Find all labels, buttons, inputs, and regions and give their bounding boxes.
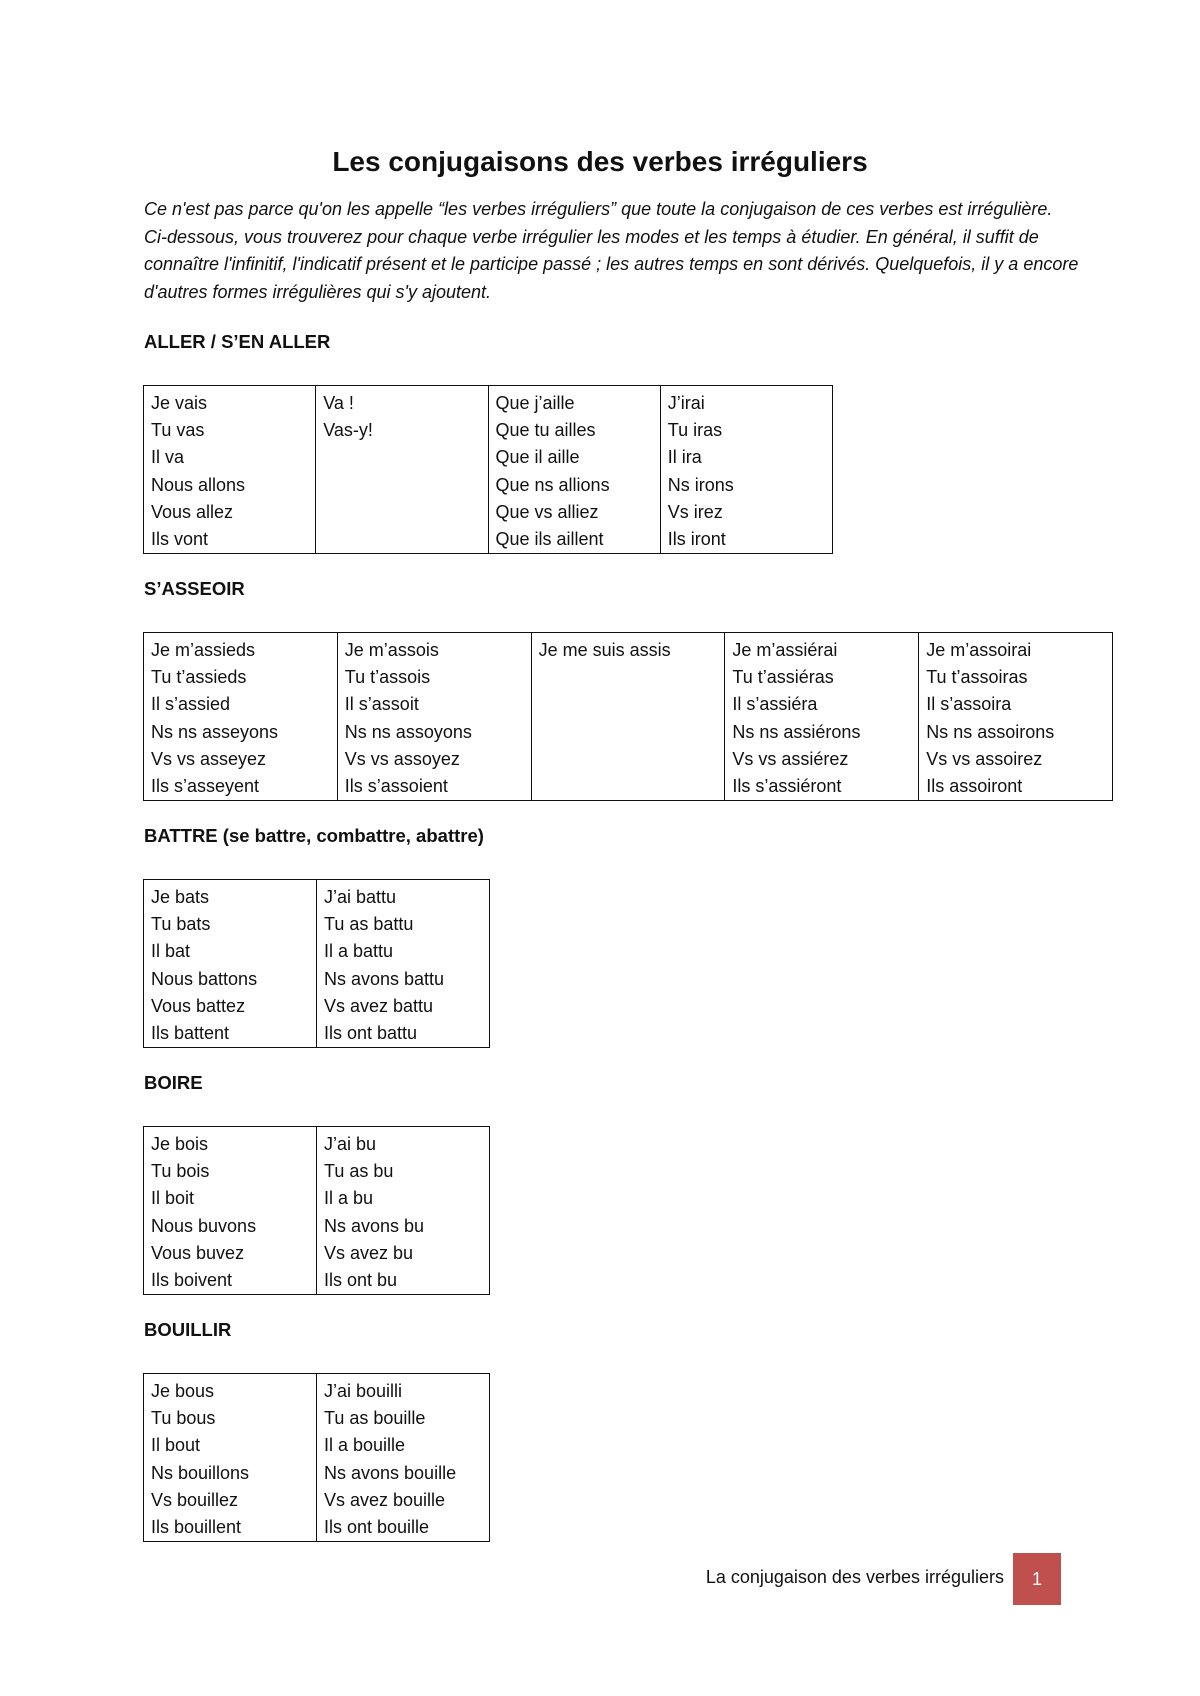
section-heading-battre: BATTRE (se battre, combattre, abattre)	[144, 825, 484, 846]
table-row	[144, 1127, 490, 1295]
table-cell	[317, 1127, 490, 1295]
conjugation-form: Tu t’assieds	[151, 667, 247, 688]
conjugation-table-boire	[143, 1126, 490, 1295]
conjugation-form: Tu as bouille	[324, 1408, 426, 1429]
conjugation-form: Il boit	[151, 1188, 195, 1209]
conjugation-form: Que ns allions	[495, 474, 610, 495]
conjugation-form: Ils bouillent	[151, 1517, 242, 1538]
table-row	[144, 1374, 490, 1542]
conjugation-form: Il bat	[151, 941, 191, 962]
conjugation-form: Que j’aille	[495, 393, 575, 413]
intro-paragraph: Ce n'est pas parce qu'on les appelle “les verbes irréguliers” que toute la conjugaison de ces verbes est irrégulière. Ci-dessous, vous trouverez pour chaque verbe irrégulier les modes et les temps à étudier. En général, il suffit de connaître l'infinitif, l'indicatif présent et le participe passé ; les autres temps en sont dérivés. Quelquefois, il y a encore d'autres formes irrégulières qui s'y ajoutent.	[144, 199, 1079, 302]
conjugation-table-sasseoir	[143, 632, 1113, 801]
conjugation-form: Vs avez bouille	[324, 1489, 446, 1510]
conjugation-form: Je bats	[151, 887, 210, 907]
conjugation-form: Tu bous	[151, 1408, 216, 1429]
conjugation-form: Que ils aillent	[495, 529, 604, 550]
conjugation-form: Vas-y!	[323, 420, 373, 441]
conjugation-table-aller	[143, 385, 833, 554]
conjugation-form: Vs vs asseyez	[151, 748, 267, 769]
conjugation-form: Nous allons	[151, 474, 246, 495]
conjugation-form: Je m’assiérai	[732, 640, 838, 660]
table-cell	[144, 386, 316, 554]
conjugation-form: Il bout	[151, 1435, 201, 1456]
conjugation-form: Que vs alliez	[495, 501, 599, 522]
table-cell	[316, 386, 488, 554]
conjugation-form: Tu bois	[151, 1161, 210, 1182]
conjugation-form: Il s’assied	[151, 694, 231, 715]
conjugation-form: Ils s’assoient	[344, 776, 448, 797]
table-row	[144, 633, 1113, 801]
conjugation-form: Ils s’asseyent	[151, 776, 260, 797]
table-cell	[660, 386, 832, 554]
conjugation-form: Je bous	[151, 1381, 215, 1401]
conjugation-form: Ils assoiront	[926, 776, 1023, 797]
conjugation-form: Vs vs assoyez	[344, 748, 460, 769]
conjugation-form: Ns avons bouille	[324, 1462, 457, 1483]
conjugation-form: Ils ont battu	[324, 1023, 418, 1044]
conjugation-form: Il s’assoit	[344, 694, 419, 715]
conjugation-table-battre	[143, 879, 490, 1048]
table-cell	[317, 1374, 490, 1542]
conjugation-form: Je vais	[151, 393, 208, 413]
conjugation-form: Vs avez bu	[324, 1242, 414, 1263]
conjugation-form: Nous buvons	[151, 1215, 257, 1236]
table-row	[144, 386, 833, 554]
conjugation-form: Tu t’assoiras	[926, 667, 1028, 688]
conjugation-form: Je me suis assis	[538, 640, 671, 660]
conjugation-form: Vous battez	[151, 995, 246, 1016]
conjugation-form: Il a bouille	[324, 1435, 406, 1456]
table-row	[144, 880, 490, 1048]
conjugation-form: Vs vs assoirez	[926, 748, 1043, 769]
conjugation-form: Vs bouillez	[151, 1489, 239, 1510]
conjugation-form: Ns ns assoyons	[344, 721, 472, 742]
table-cell	[144, 1127, 317, 1295]
conjugation-form: Tu iras	[667, 420, 723, 441]
conjugation-form: Tu bats	[151, 914, 211, 935]
conjugation-form: Ns bouillons	[151, 1462, 250, 1483]
conjugation-form: Je m’assieds	[151, 640, 256, 660]
conjugation-form: Ns ns asseyons	[151, 721, 279, 742]
conjugation-table-bouillir	[143, 1373, 490, 1542]
conjugation-form: Vous buvez	[151, 1242, 245, 1263]
footer-text: La conjugaison des verbes irréguliers	[705, 1567, 1004, 1587]
conjugation-form: Tu t’assois	[344, 667, 431, 688]
conjugation-form: Il s’assoira	[926, 694, 1012, 715]
conjugation-form: J’ai bu	[324, 1134, 377, 1154]
conjugation-form: Vs avez battu	[324, 995, 434, 1016]
page-number: 1	[1031, 1568, 1042, 1589]
conjugation-form: Tu as battu	[324, 914, 414, 935]
conjugation-form: Vs irez	[667, 501, 723, 522]
table-cell	[144, 880, 317, 1048]
conjugation-form: Ils vont	[151, 529, 209, 550]
conjugation-form: Que tu ailles	[495, 420, 596, 441]
conjugation-form: Ils ont bu	[324, 1270, 398, 1291]
table-cell	[725, 633, 919, 801]
table-cell	[337, 633, 531, 801]
table-cell	[488, 386, 660, 554]
conjugation-form: Je m’assoirai	[926, 640, 1032, 660]
conjugation-form: Va !	[323, 393, 354, 413]
section-heading-sasseoir: S’ASSEOIR	[144, 578, 245, 599]
section-heading-aller: ALLER / S’EN ALLER	[144, 331, 331, 352]
section-heading-bouillir: BOUILLIR	[144, 1319, 232, 1340]
conjugation-form: J’irai	[667, 393, 705, 413]
conjugation-form: Nous battons	[151, 968, 258, 989]
conjugation-form: Tu vas	[151, 420, 205, 441]
conjugation-form: Il ira	[667, 447, 702, 468]
conjugation-form: Il a battu	[324, 941, 394, 962]
conjugation-form: Ns avons bu	[324, 1215, 425, 1236]
conjugation-form: Ils ont bouille	[324, 1517, 430, 1538]
table-cell	[919, 633, 1113, 801]
conjugation-form: Je m’assois	[344, 640, 439, 660]
conjugation-form: Ns irons	[667, 474, 734, 495]
conjugation-form: J’ai bouilli	[324, 1381, 403, 1401]
conjugation-form: Ns ns assiérons	[732, 721, 861, 742]
conjugation-form: Je bois	[151, 1134, 209, 1154]
conjugation-form: Il s’assiéra	[732, 694, 818, 715]
table-cell	[144, 1374, 317, 1542]
table-cell	[317, 880, 490, 1048]
conjugation-form: Tu t’assiéras	[732, 667, 834, 688]
conjugation-form: Que il aille	[495, 447, 580, 468]
conjugation-form: Vs vs assiérez	[732, 748, 849, 769]
conjugation-form: Ils iront	[667, 529, 726, 550]
document-title: Les conjugaisons des verbes irréguliers	[332, 146, 868, 177]
conjugation-form: Ils battent	[151, 1023, 230, 1044]
page-number-badge	[1013, 1553, 1061, 1605]
conjugation-form: J’ai battu	[324, 887, 397, 907]
conjugation-form: Ils boivent	[151, 1270, 233, 1291]
conjugation-form: Il a bu	[324, 1188, 374, 1209]
conjugation-form: Vous allez	[151, 501, 234, 522]
conjugation-form: Il va	[151, 447, 185, 468]
table-cell	[144, 633, 338, 801]
section-heading-boire: BOIRE	[144, 1072, 203, 1093]
conjugation-form: Tu as bu	[324, 1161, 394, 1182]
conjugation-form: Ils s’assiéront	[732, 776, 842, 797]
conjugation-form: Ns ns assoirons	[926, 721, 1055, 742]
table-cell	[531, 633, 725, 801]
conjugation-form: Ns avons battu	[324, 968, 445, 989]
